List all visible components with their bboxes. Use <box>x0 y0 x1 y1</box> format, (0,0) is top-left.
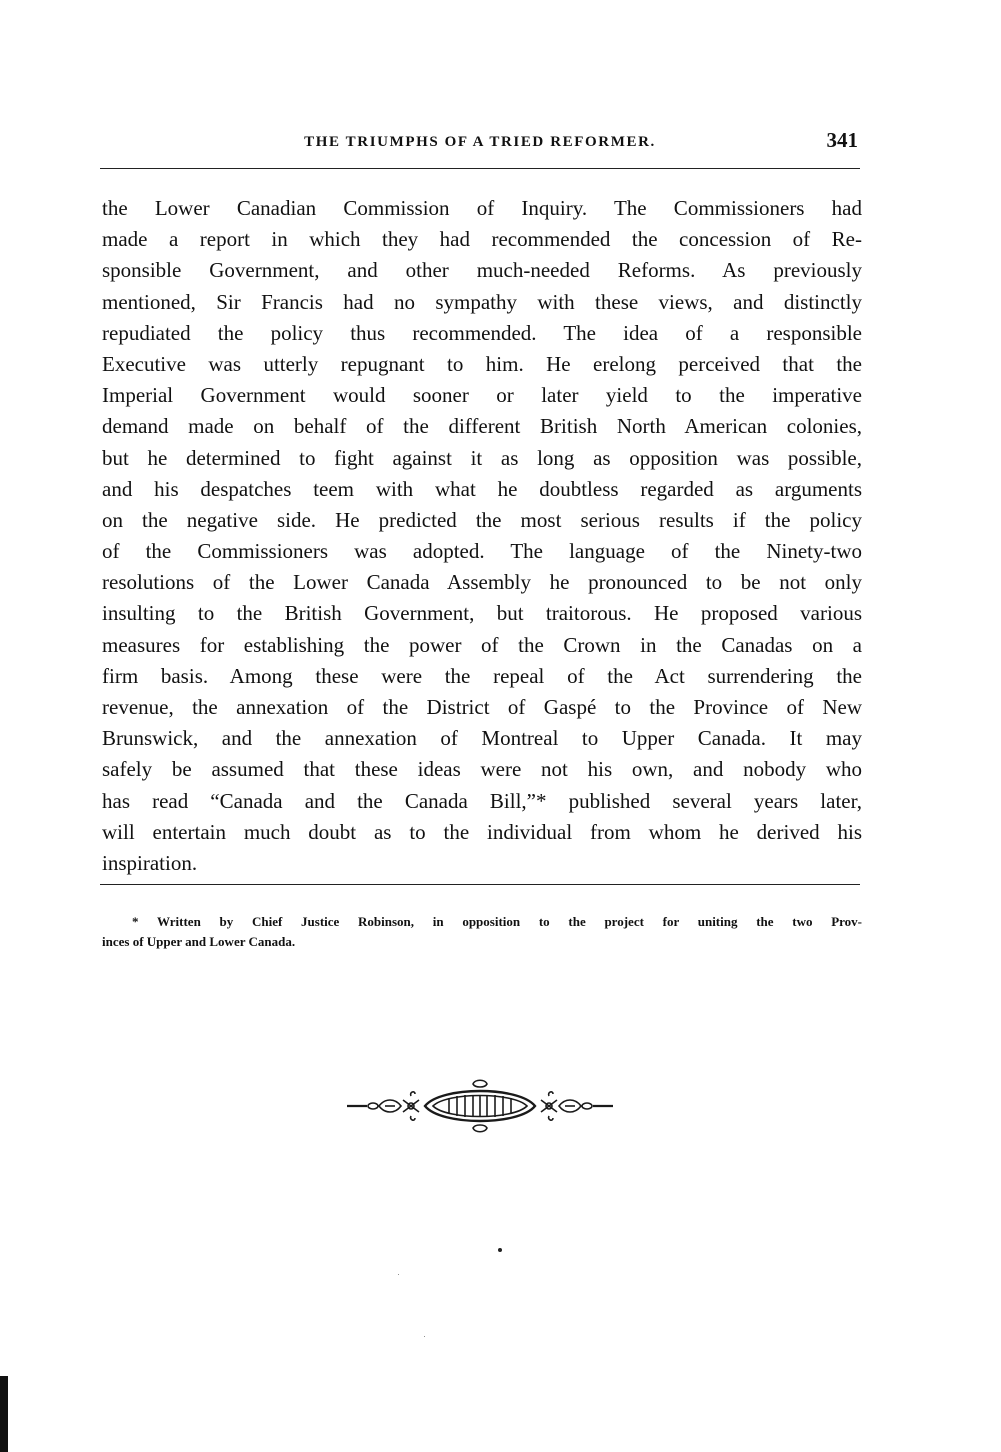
body-line: of the Commissioners was adopted. The language of the Ninety-two <box>102 539 862 564</box>
running-head <box>100 128 860 156</box>
body-line: will entertain much doubt as to the individual from whom he derived his <box>102 819 862 844</box>
footnote-line: inces of Upper and Lower Canada. <box>102 934 296 949</box>
body-line: has read “Canada and the Canada Bill,”* published several years later, <box>102 788 862 813</box>
body-line: safely be assumed that these ideas were not his own, and nobody who <box>102 757 862 782</box>
body-line: repudiated the policy thus recommended. The idea of a responsible <box>102 320 862 345</box>
print-speck <box>498 1248 502 1252</box>
body-line: and his despatches teem with what he doubtless regarded as arguments <box>102 476 862 501</box>
body-line: measures for establishing the power of the Crown in the Canadas on a <box>102 632 862 657</box>
page-number: 341 <box>826 128 858 152</box>
body-line: sponsible Government, and other much-needed Reforms. As previously <box>102 258 862 283</box>
decorative-scroll-ornament-icon <box>345 1076 615 1136</box>
scan-edge-mark <box>0 1376 8 1452</box>
body-line: on the negative side. He predicted the most serious results if the policy <box>102 507 862 532</box>
body-line: Brunswick, and the annexation of Montreal to Upper Canada. It may <box>102 726 862 751</box>
body-text <box>102 193 862 879</box>
body-line: revenue, the annexation of the District of Gaspé to the Province of New <box>102 695 862 719</box>
body-line: insulting to the British Government, but traitorous. He proposed various <box>102 601 862 626</box>
footnote-rule <box>100 884 860 885</box>
running-title: THE TRIUMPHS OF A TRIED REFORMER. <box>304 134 656 150</box>
print-speck <box>424 1336 425 1337</box>
body-line: inspiration. <box>102 850 198 875</box>
body-line: demand made on behalf of the different British North American colonies, <box>102 414 862 439</box>
body-line: resolutions of the Lower Canada Assembly he pronounced to be not only <box>102 570 862 595</box>
body-line: firm basis. Among these were the repeal of the Act surrendering the <box>102 663 862 688</box>
body-line: Executive was utterly repugnant to him. He erelong perceived that the <box>102 351 862 376</box>
footnote <box>102 912 862 952</box>
body-line: mentioned, Sir Francis had no sympathy with these views, and distinctly <box>102 289 862 314</box>
print-speck <box>398 1274 399 1275</box>
body-line: the Lower Canadian Commission of Inquiry. The Commissioners had <box>102 196 862 220</box>
body-line: but he determined to fight against it as long as opposition was possible, <box>102 445 862 470</box>
body-line: made a report in which they had recommended the concession of Re- <box>102 227 862 252</box>
footnote-line: * Written by Chief Justice Robinson, in opposition to the project for uniting the two Prov- <box>132 914 862 929</box>
body-line: Imperial Government would sooner or later yield to the imperative <box>102 383 862 408</box>
header-rule <box>100 168 860 169</box>
